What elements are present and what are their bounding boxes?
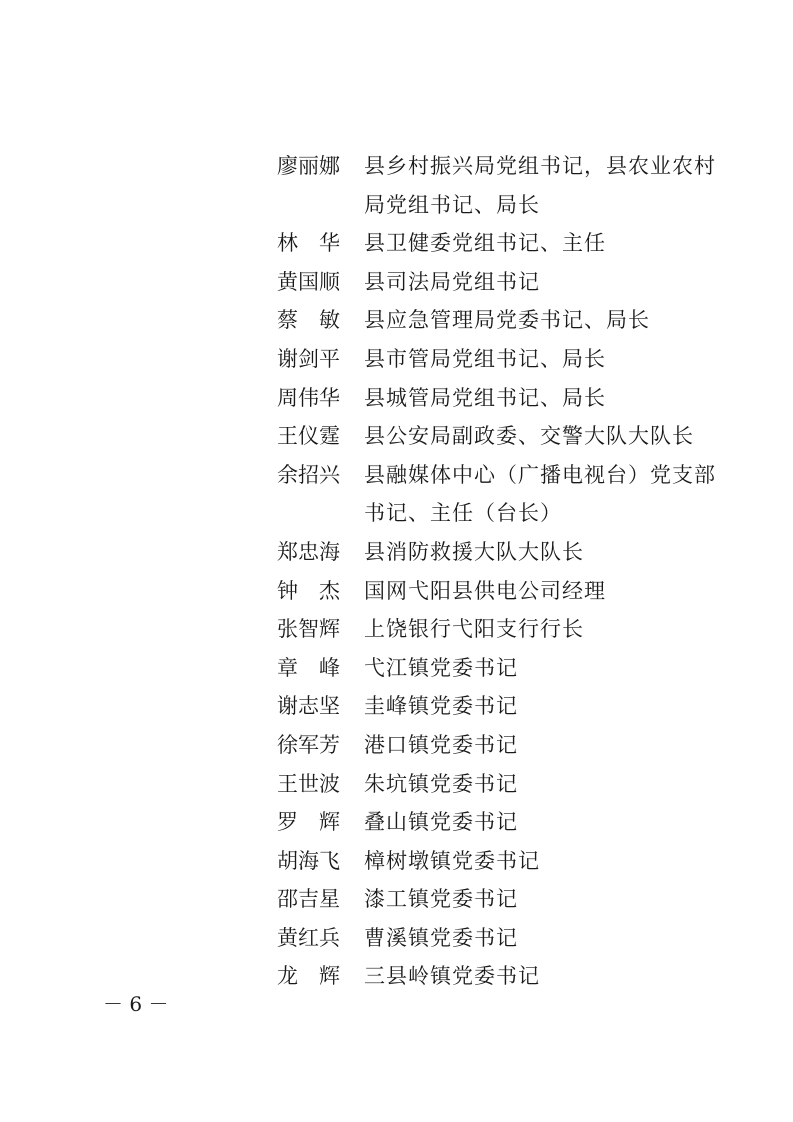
person-name: 章峰 [277, 655, 361, 680]
personnel-entry [277, 301, 717, 340]
person-name: 龙辉 [277, 964, 361, 989]
person-name: 蔡敏 [277, 308, 361, 333]
personnel-entry [277, 340, 717, 379]
person-position: 圭峰镇党委书记 [364, 694, 518, 719]
person-name: 谢剑平 [277, 346, 340, 371]
person-name: 邵吉星 [277, 887, 340, 912]
person-name: 黄红兵 [277, 925, 340, 950]
personnel-entry [277, 147, 717, 224]
person-name: 余招兴 [277, 462, 340, 487]
personnel-entry [277, 533, 717, 572]
personnel-entry [277, 726, 717, 765]
person-name: 钟杰 [277, 578, 361, 603]
person-name: 胡海飞 [277, 848, 340, 873]
person-position: 县乡村振兴局党组书记，县农业农村局党组书记、局长 [364, 154, 716, 217]
person-position: 叠山镇党委书记 [364, 810, 518, 835]
person-position: 港口镇党委书记 [364, 732, 518, 757]
person-name: 黄国顺 [277, 269, 340, 294]
person-position: 县卫健委党组书记、主任 [364, 231, 606, 256]
person-name: 郑忠海 [277, 539, 340, 564]
person-position: 县应急管理局党委书记、局长 [364, 308, 650, 333]
page-number: － 6 － [103, 992, 169, 1016]
person-name: 廖丽娜 [277, 154, 340, 178]
person-position: 县市管局党组书记、局长 [364, 346, 606, 371]
person-position: 县公安局副政委、交警大队大队长 [364, 424, 694, 449]
personnel-entry [277, 687, 717, 726]
person-name: 谢志坚 [277, 694, 340, 719]
personnel-entry [277, 803, 717, 842]
person-position: 曹溪镇党委书记 [364, 925, 518, 950]
person-name: 王仪霆 [277, 424, 340, 449]
personnel-entry [277, 379, 717, 418]
personnel-entry [277, 456, 717, 533]
person-position: 三县岭镇党委书记 [364, 964, 540, 989]
personnel-entry [277, 842, 717, 881]
person-position: 上饶银行弋阳支行行长 [364, 617, 584, 642]
person-position: 县司法局党组书记 [364, 269, 540, 294]
person-position: 朱坑镇党委书记 [364, 771, 518, 796]
person-name: 周伟华 [277, 385, 340, 410]
personnel-entry [277, 919, 717, 958]
personnel-entry [277, 880, 717, 919]
personnel-entry [277, 649, 717, 688]
person-position: 县消防救援大队大队长 [364, 539, 584, 564]
personnel-entry [277, 610, 717, 649]
personnel-entry [277, 765, 717, 804]
personnel-entry [277, 263, 717, 302]
person-position: 县城管局党组书记、局长 [364, 385, 606, 410]
person-position: 樟树墩镇党委书记 [364, 848, 540, 873]
personnel-entry [277, 572, 717, 611]
person-position: 弋江镇党委书记 [364, 655, 518, 680]
person-name: 罗辉 [277, 810, 361, 835]
personnel-entry [277, 957, 717, 996]
personnel-entry [277, 417, 717, 456]
personnel-entry [277, 224, 717, 263]
person-name: 徐军芳 [277, 732, 340, 757]
personnel-list [277, 147, 717, 996]
person-position: 漆工镇党委书记 [364, 887, 518, 912]
person-position: 县融媒体中心（广播电视台）党支部书记、主任（台长） [364, 462, 716, 526]
person-name: 张智辉 [277, 617, 340, 642]
person-position: 国网弋阳县供电公司经理 [364, 578, 606, 603]
person-name: 林华 [277, 231, 361, 256]
person-name: 王世波 [277, 771, 340, 796]
